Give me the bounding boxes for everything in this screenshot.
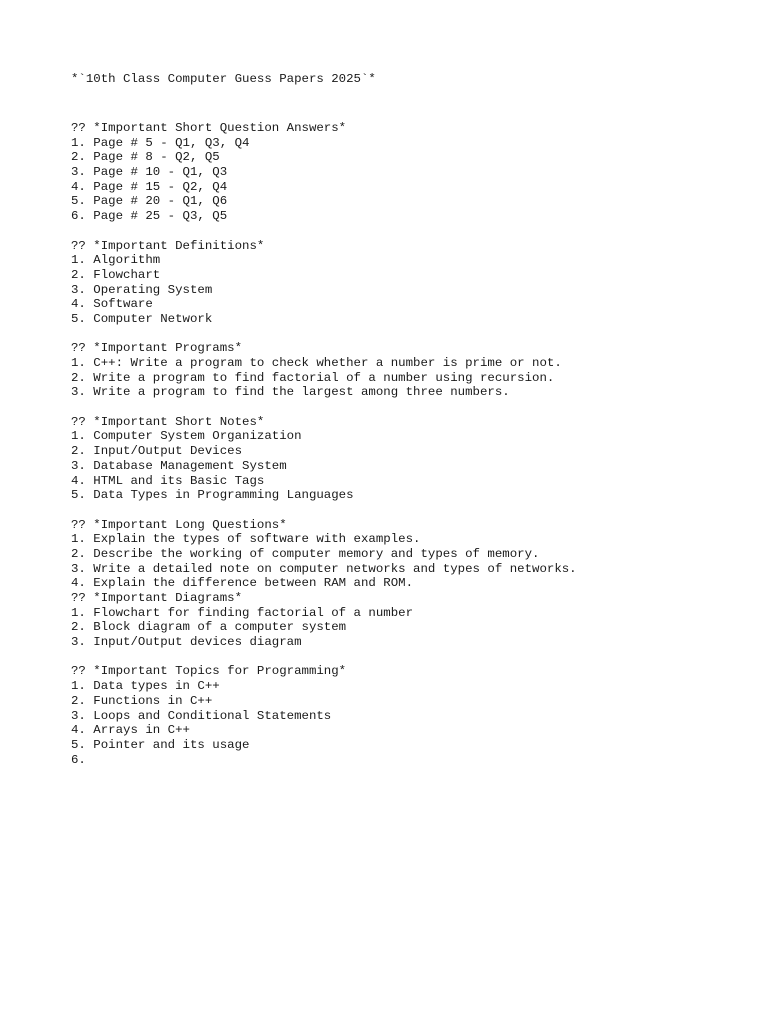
spacer xyxy=(71,327,731,342)
section-long-questions xyxy=(71,518,731,591)
list-item: 2. Write a program to find factorial of a number using recursion. xyxy=(71,370,555,385)
section-programming-topics xyxy=(71,664,731,767)
spacer xyxy=(71,400,731,415)
list-item: 3. Page # 10 - Q1, Q3 xyxy=(71,165,228,180)
list-item: 2. Functions in C++ xyxy=(71,693,213,708)
list-item: 5. Data Types in Programming Languages xyxy=(71,488,354,503)
list-item: 3. Operating System xyxy=(71,282,213,297)
list-item: 5. Computer Network xyxy=(71,311,213,326)
section-heading: ?? *Important Short Question Answers* xyxy=(71,121,347,135)
section-heading: ?? *Important Long Questions* xyxy=(71,517,287,532)
section-heading: ?? *Important Topics for Programming* xyxy=(71,664,347,679)
section-short-questions xyxy=(71,121,731,224)
list-item: 2. Input/Output Devices xyxy=(71,444,243,459)
list-item: 3. Write a program to find the largest among three numbers. xyxy=(71,385,510,400)
list-item: 3. Input/Output devices diagram xyxy=(71,635,302,650)
list-item: 3. Loops and Conditional Statements xyxy=(71,708,332,723)
document-title: *`10th Class Computer Guess Papers 2025`* xyxy=(71,72,376,86)
section-heading: ?? *Important Diagrams* xyxy=(71,591,243,605)
list-item: 2. Describe the working of computer memory and types of memory. xyxy=(71,546,540,561)
list-item: 1. Algorithm xyxy=(71,253,161,268)
list-item: 3. Database Management System xyxy=(71,458,287,473)
list-item: 6. xyxy=(71,752,86,767)
spacer xyxy=(71,87,731,121)
list-item: 5. Page # 20 - Q1, Q6 xyxy=(71,194,228,209)
list-item: 3. Write a detailed note on computer networks and types of networks. xyxy=(71,561,577,576)
section-definitions xyxy=(71,239,731,327)
list-item: 1. Flowchart for finding factorial of a number xyxy=(71,605,414,620)
document-page xyxy=(71,72,731,767)
list-item: 2. Block diagram of a computer system xyxy=(71,620,347,635)
section-short-notes xyxy=(71,415,731,503)
section-programs xyxy=(71,341,731,400)
list-item: 4. HTML and its Basic Tags xyxy=(71,473,265,488)
list-item: 1. C++: Write a program to check whether a number is prime or not. xyxy=(71,356,562,370)
spacer xyxy=(71,224,731,239)
spacer xyxy=(71,503,731,518)
spacer xyxy=(71,650,731,665)
list-item: 2. Page # 8 - Q2, Q5 xyxy=(71,150,220,165)
list-item: 1. Page # 5 - Q1, Q3, Q4 xyxy=(71,135,250,150)
list-item: 5. Pointer and its usage xyxy=(71,737,250,752)
section-diagrams xyxy=(71,591,731,650)
section-heading: ?? *Important Programs* xyxy=(71,341,243,356)
list-item: 2. Flowchart xyxy=(71,267,161,282)
list-item: 6. Page # 25 - Q3, Q5 xyxy=(71,209,228,224)
list-item: 4. Page # 15 - Q2, Q4 xyxy=(71,179,228,194)
section-heading: ?? *Important Short Notes* xyxy=(71,414,265,429)
list-item: 1. Explain the types of software with examples. xyxy=(71,532,421,547)
list-item: 1. Data types in C++ xyxy=(71,679,220,694)
list-item: 4. Explain the difference between RAM and ROM. xyxy=(71,576,414,591)
section-heading: ?? *Important Definitions* xyxy=(71,238,265,253)
list-item: 4. Software xyxy=(71,297,153,312)
list-item: 1. Computer System Organization xyxy=(71,429,302,444)
list-item: 4. Arrays in C++ xyxy=(71,723,190,738)
